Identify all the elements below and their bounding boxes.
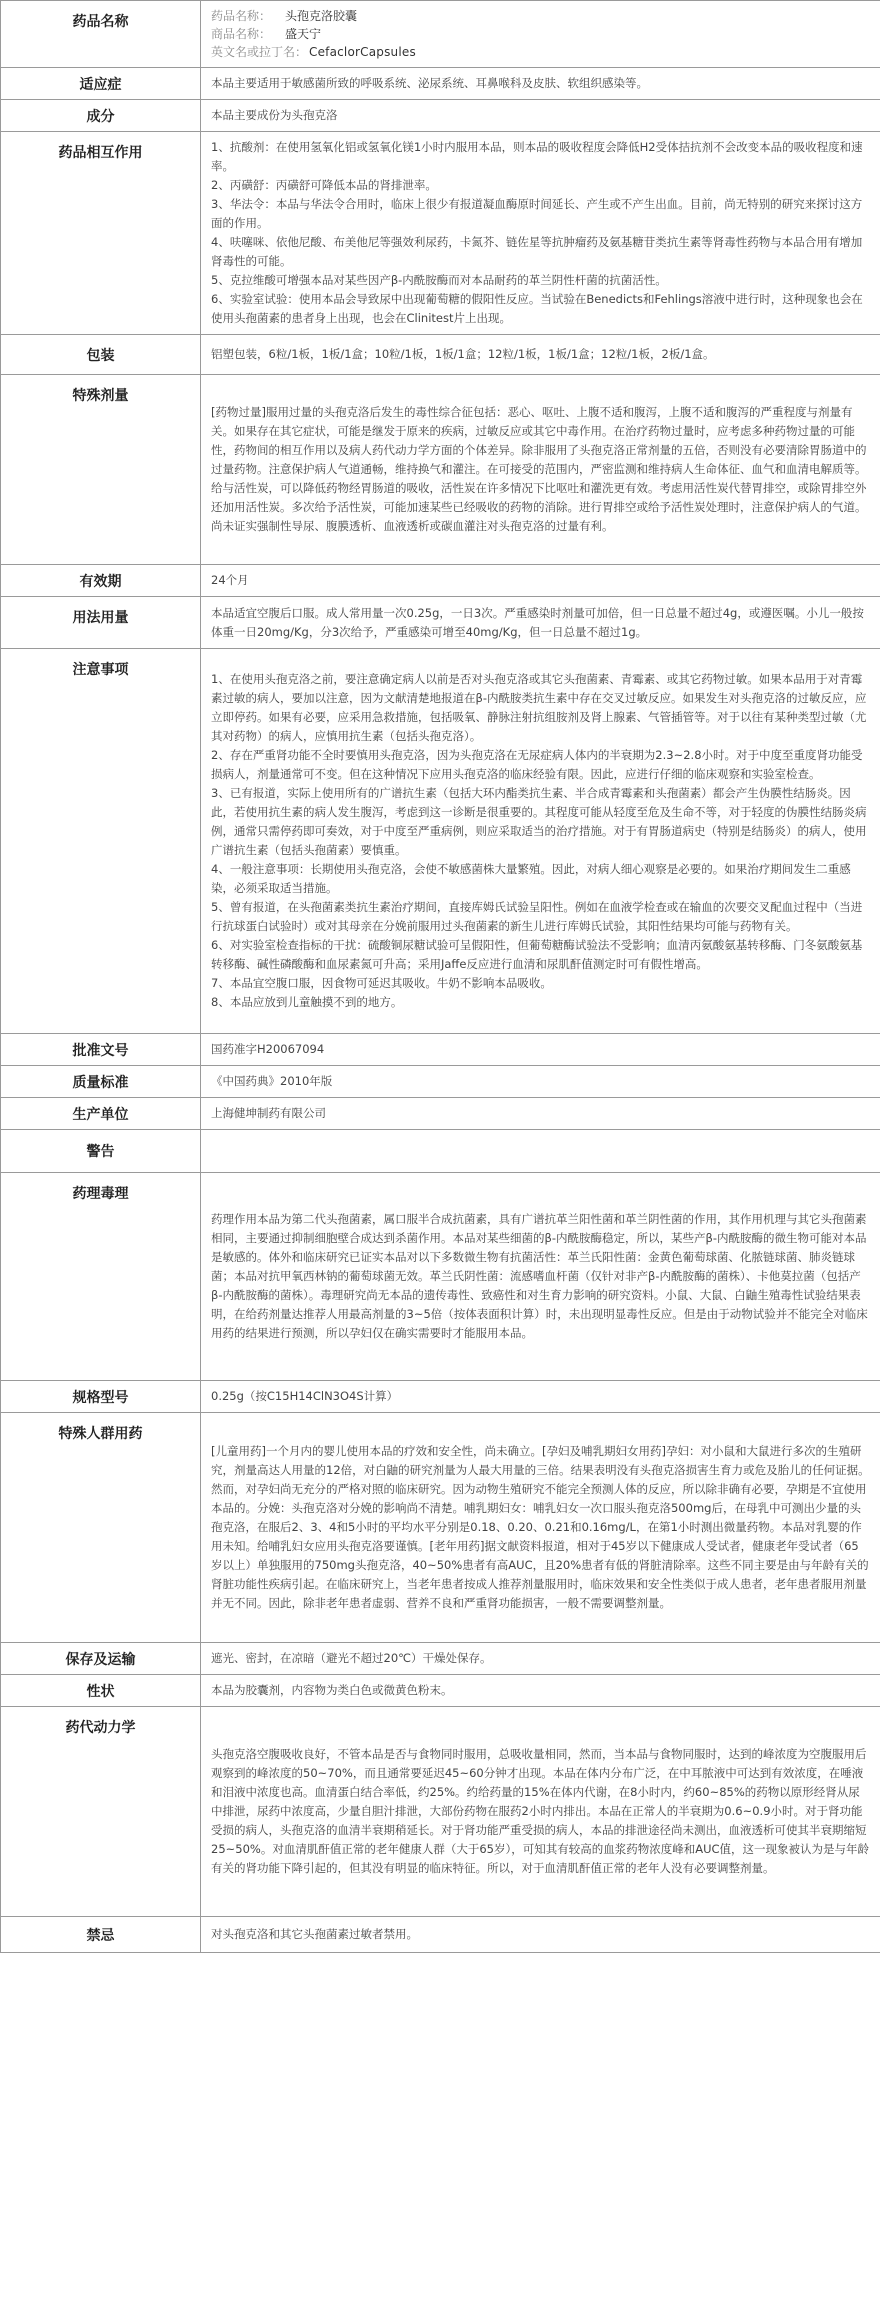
row-specification	[1, 1381, 880, 1413]
row-precautions	[1, 649, 880, 1034]
row-contraindications	[1, 1917, 880, 1953]
storage-transport-label: 保存及运输	[1, 1643, 201, 1675]
drug-name-value	[201, 1, 880, 68]
contraindications-value	[201, 1917, 880, 1953]
packaging-value	[201, 335, 880, 375]
row-packaging	[1, 335, 880, 375]
precautions-text: 1、在使用头孢克洛之前，要注意确定病人以前是否对头孢克洛或其它头孢菌素、青霉素、或其它药物过敏。如果本品用于对青霉素过敏的病人，要加以注意，因为文献清楚地报道在β-内酰胺类抗生素中存在交叉过敏反应。如果发生对头孢克洛的过敏反应，应立即停药。如果有必要，应采用急救措施，包括吸氧、静脉注射抗组胺剂及肾上腺素、气管插管等。对于以往有某种类型过敏（尤其对药物）的病人，应慎用抗生素（包括头孢克洛）。 2、存在严重肾功能不全时要慎用头孢克洛，因为头孢克洛在无尿症病人体内的半衰期为2.3~2.8小时。对于中度至重度肾功能受损病人，剂量通常可不变。但在这种情况下应用头孢克洛的临床经验有限。因此，应进行仔细的临床观察和实验室检查。 3、已有报道，实际上使用所有的广谱抗生素（包括大环内酯类抗生素、半合成青霉素和头孢菌素）都会产生伪膜性结肠炎。因此，若使用抗生素的病人发生腹泻，考虑到这一诊断是很重要的。其程度可能从轻度至危及生命不等，对于轻度的伪膜性结肠炎病例，通常只需停药即可奏效，对于中度至严重病例，则应采取适当的治疗措施。对于有胃肠道病史（特别是结肠炎）的病人，使用广谱抗生素（包括头孢菌素）要慎重。 4、一般注意事项：长期使用头孢克洛，会使不敏感菌株大量繁殖。因此，对病人细心观察是必要的。如果治疗期间发生二重感染，必须采取适当措施。 5、曾有报道，在头孢菌素类抗生素治疗期间，直接库姆氏试验呈阳性。例如在血液学检查或在输血的次要交叉配血过程中（当进行抗球蛋白试验时）或对其母亲在分娩前服用过头孢菌素的新生儿进行库姆氏试验，其阳性结果均可能与药物有关。 6、对实验室检查指标的干扰：硫酸铜尿糖试验可呈假阳性，但葡萄糖酶试验法不受影响；血清丙氨酸氨基转移酶、门冬氨酸氨基转移酶、碱性磷酸酶和血尿素氮可升高；采用Jaffe反应进行血清和尿肌酐值测定时可有假性增高。 7、本品宜空腹口服，因食物可延迟其吸收。牛奶不影响本品吸收。 8、本品应放到儿童触摸不到的地方。	[211, 672, 867, 1009]
dosage-value	[201, 597, 880, 649]
appearance-label: 性状	[1, 1675, 201, 1707]
dosage-label: 用法用量	[1, 597, 201, 649]
pharmacokinetics-label: 药代动力学	[1, 1707, 201, 1917]
manufacturer-value	[201, 1098, 880, 1130]
packaging-text: 铝塑包装，6粒/1板，1板/1盒；10粒/1板，1板/1盒；12粒/1板，1板/1盒；12粒/1板，2板/1盒。	[211, 347, 715, 361]
row-indications	[1, 68, 880, 100]
pharmacology-toxicology-label: 药理毒理	[1, 1173, 201, 1381]
name-value: 盛天宁	[285, 27, 322, 41]
name-label: 商品名称：	[211, 27, 272, 41]
precautions-value	[201, 649, 880, 1034]
specification-label: 规格型号	[1, 1381, 201, 1413]
indications-label: 适应症	[1, 68, 201, 100]
row-approval-number	[1, 1034, 880, 1066]
spec-table-body	[1, 1, 880, 1953]
row-overdose	[1, 375, 880, 565]
row-quality-standard	[1, 1066, 880, 1098]
row-drug-interactions	[1, 132, 880, 335]
row-ingredients	[1, 100, 880, 132]
row-pharmacology-toxicology	[1, 1173, 880, 1381]
name-line	[211, 7, 870, 25]
drug-interactions-text: 1、抗酸剂：在使用氢氧化铝或氢氧化镁1小时内服用本品，则本品的吸收程度会降低H2受体拮抗剂不会改变本品的吸收程度和速率。 2、丙磺舒：丙磺舒可降低本品的肾排泄率。 3、华法令：本品与华法令合用时，临床上很少有报道凝血酶原时间延长、产生或不产生出血。目前，尚无特别的研究来探讨这方面的作用。 4、呋噻咪、依他尼酸、布美他尼等强效利尿药，卡氮芥、链佐星等抗肿瘤药及氨基糖苷类抗生素等肾毒性药物与本品合用有增加肾毒性的可能。 5、克拉维酸可增强本品对某些因产β-内酰胺酶而对本品耐药的革兰阴性杆菌的抗菌活性。 6、实验室试验：使用本品会导致尿中出现葡萄糖的假阳性反应。当试验在Benedicts和Fehlings溶液中进行时，这种现象也会在使用头孢菌素的患者身上出现，也会在Clinitest片上出现。	[211, 140, 863, 325]
indications-value	[201, 68, 880, 100]
drug-interactions-label: 药品相互作用	[1, 132, 201, 335]
row-manufacturer	[1, 1098, 880, 1130]
precautions-label: 注意事项	[1, 649, 201, 1034]
quality-standard-value	[201, 1066, 880, 1098]
manufacturer-label: 生产单位	[1, 1098, 201, 1130]
drug-interactions-value	[201, 132, 880, 335]
overdose-value	[201, 375, 880, 565]
pharmacokinetics-text: 头孢克洛空腹吸收良好，不管本品是否与食物同时服用，总吸收量相同，然而，当本品与食物同服时，达到的峰浓度为空腹服用后观察到的峰浓度的50~70%，而且通常要延迟45~60分钟才出现。本品在体内分布广泛，在中耳脓液中可达到有效浓度，在唾液和泪液中浓度也高。血清蛋白结合率低，约25%。约给药量的15%在体内代谢，在8小时内，约60~85%的药物以原形经肾从尿中排泄，尿药中浓度高，少量自胆汁排泄，大部份药物在服药2小时内排出。本品在正常人的半衰期为0.6~0.9小时。对于肾功能受损的病人，头孢克洛的血清半衰期稍延长。对于肾功能严重受损的病人，本品的排泄途径尚未测出，血液透析可使其半衰期缩短25~50%。对血清肌酐值正常的老年健康人群（大于65岁），可知其有较高的血浆药物浓度峰和AUC值，这一现象被认为是与年龄有关的肾功能下降引起的，但其没有明显的临床特征。所以，对于血清肌酐值正常的老年人没有必要调整剂量。	[211, 1747, 870, 1875]
approval-number-label: 批准文号	[1, 1034, 201, 1066]
overdose-text: [药物过量]服用过量的头孢克洛后发生的毒性综合征包括：恶心、呕吐、上腹不适和腹泻，上腹不适和腹泻的严重程度与剂量有关。如果存在其它症状，可能是继发于原来的疾病，过敏反应或其它中毒作用。在治疗药物过量时，应考虑多种药物过量的可能性，药物间的相互作用以及病人药代动力学方面的个体差异。除非服用了头孢克洛正常剂量的五倍，否则没有必要清除胃肠道中的过量药物。注意保护病人气道通畅，维持换气和灌注。在可接受的范围内，严密监测和维持病人生命体征、血气和血清电解质等。给与活性炭，可以降低药物经胃肠道的吸收，活性炭在许多情况下比呕吐和灌洗更有效。考虑用活性炭代替胃排空，或除胃排空外还加用活性炭。多次给予活性炭，可能加速某些已经吸收的药物的消除。进行胃排空或给予活性炭处理时，注意保护病人的气道。尚未证实强制性导尿、腹膜透析、血液透析或碳血灌注对头孢克洛的过量有利。	[211, 405, 867, 533]
ingredients-value	[201, 100, 880, 132]
name-label: 药品名称：	[211, 9, 272, 23]
shelf-life-label: 有效期	[1, 565, 201, 597]
quality-standard-text: 《中国药典》2010年版	[211, 1074, 333, 1088]
specification-value	[201, 1381, 880, 1413]
appearance-value	[201, 1675, 880, 1707]
special-populations-label: 特殊人群用药	[1, 1413, 201, 1643]
warnings-value	[201, 1130, 880, 1173]
drug-name-label: 药品名称	[1, 1, 201, 68]
name-label: 英文名或拉丁名：	[211, 45, 308, 59]
row-special-populations	[1, 1413, 880, 1643]
approval-number-text: 国药准字H20067094	[211, 1042, 325, 1056]
appearance-text: 本品为胶囊剂，内容物为类白色或微黄色粉末。	[211, 1683, 453, 1697]
row-storage-transport	[1, 1643, 880, 1675]
indications-text: 本品主要适用于敏感菌所致的呼吸系统、泌尿系统、耳鼻喉科及皮肤、软组织感染等。	[211, 76, 648, 90]
packaging-label: 包装	[1, 335, 201, 375]
ingredients-label: 成分	[1, 100, 201, 132]
shelf-life-value	[201, 565, 880, 597]
row-dosage	[1, 597, 880, 649]
row-pharmacokinetics	[1, 1707, 880, 1917]
special-populations-value	[201, 1413, 880, 1643]
quality-standard-label: 质量标准	[1, 1066, 201, 1098]
contraindications-label: 禁忌	[1, 1917, 201, 1953]
row-drug-name	[1, 1, 880, 68]
name-value: 头孢克洛胶囊	[285, 9, 358, 23]
warnings-label: 警告	[1, 1130, 201, 1173]
row-appearance	[1, 1675, 880, 1707]
overdose-label: 特殊剂量	[1, 375, 201, 565]
dosage-text: 本品适宜空腹后口服。成人常用量一次0.25g，一日3次。严重感染时剂量可加倍，但一日总量不超过4g，或遵医嘱。小儿一般按体重一日20mg/Kg，分3次给予，严重感染可增至40mg/Kg，但一日总量不超过1g。	[211, 605, 864, 639]
storage-transport-value	[201, 1643, 880, 1675]
row-warnings	[1, 1130, 880, 1173]
storage-transport-text: 遮光、密封，在凉暗（避光不超过20℃）干燥处保存。	[211, 1651, 492, 1665]
pharmacology-toxicology-value	[201, 1173, 880, 1381]
approval-number-value	[201, 1034, 880, 1066]
contraindications-text: 对头孢克洛和其它头孢菌素过敏者禁用。	[211, 1927, 418, 1941]
shelf-life-text: 24个月	[211, 573, 249, 587]
name-value: CefaclorCapsules	[309, 45, 416, 59]
specification-text: 0.25g（按C15H14ClN3O4S计算）	[211, 1389, 399, 1403]
special-populations-text: [儿童用药]一个月内的婴儿使用本品的疗效和安全性，尚未确立。[孕妇及哺乳期妇女用药]孕妇：对小鼠和大鼠进行多次的生殖研究，剂量高达人用量的12倍，对白鼬的研究剂量为人最大用量的三倍。结果表明没有头孢克洛损害生育力或危及胎儿的任何证据。然而，对孕妇尚无充分的严格对照的临床研究。因为动物生殖研究不能完全预测人体的反应，所以除非确有必要，孕期是不宜使用本品的。分娩：头孢克洛对分娩的影响尚不清楚。哺乳期妇女：哺乳妇女一次口服头孢克洛500mg后，在母乳中可测出少量的头孢克洛，在服后2、3、4和5小时的平均水平分别是0.18、0.20、0.21和0.16mg/L，在第1小时测出微量药物。本品对乳婴的作用未知。给哺乳妇女应用头孢克洛要谨慎。[老年用药]据文献资料报道，相对于45岁以下健康成人受试者，健康老年受试者（65岁以上）单独服用的750mg头孢克洛，40~50%患者有高AUC，且20%患者有低的肾脏清除率。这些不同主要是由与年龄有关的肾脏功能性疾病引起。在临床研究上，当老年患者按成人推荐剂量服用时，临床效果和安全性类似于成人患者，老年患者服用剂量并无不同。因此，除非老年患者虚弱、营养不良和严重肾功能损害，一般不需要调整剂量。	[211, 1444, 870, 1610]
pharmacology-toxicology-text: 药理作用本品为第二代头孢菌素，属口服半合成抗菌素，具有广谱抗革兰阳性菌和革兰阴性菌的作用，其作用机理与其它头孢菌素相同，主要通过抑制细胞壁合成达到杀菌作用。本品对某些细菌的β-内酰胺酶稳定，所以，某些产β-内酰胺酶的微生物可能对本品是敏感的。体外和临床研究已证实本品对以下多数微生物有抗菌活性：革兰氏阳性菌：金黄色葡萄球菌、化脓链球菌、肺炎链球菌；本品对抗甲氧西林钠的葡萄球菌无效。革兰氏阴性菌：流感嗜血杆菌（仅针对非产β-内酰胺酶的菌株）、卡他莫拉菌（包括产β-内酰胺酶的菌株）。毒理研究尚无本品的遗传毒性、致癌性和对生育力影响的研究资料。小鼠、大鼠、白鼬生殖毒性试验结果表明，在给药剂量达推荐人用最高剂量的3~5倍（按体表面积计算）时，未出现明显毒性反应。但是由于动物试验并不能完全对临床用药的结果进行预测，所以孕妇仅在确实需要时才能服用本品。	[211, 1212, 868, 1340]
pharmacokinetics-value	[201, 1707, 880, 1917]
row-shelf-life	[1, 565, 880, 597]
manufacturer-text: 上海健坤制药有限公司	[211, 1106, 326, 1120]
name-line	[211, 25, 870, 43]
name-line	[211, 43, 870, 61]
ingredients-text: 本品主要成份为头孢克洛	[211, 108, 338, 122]
